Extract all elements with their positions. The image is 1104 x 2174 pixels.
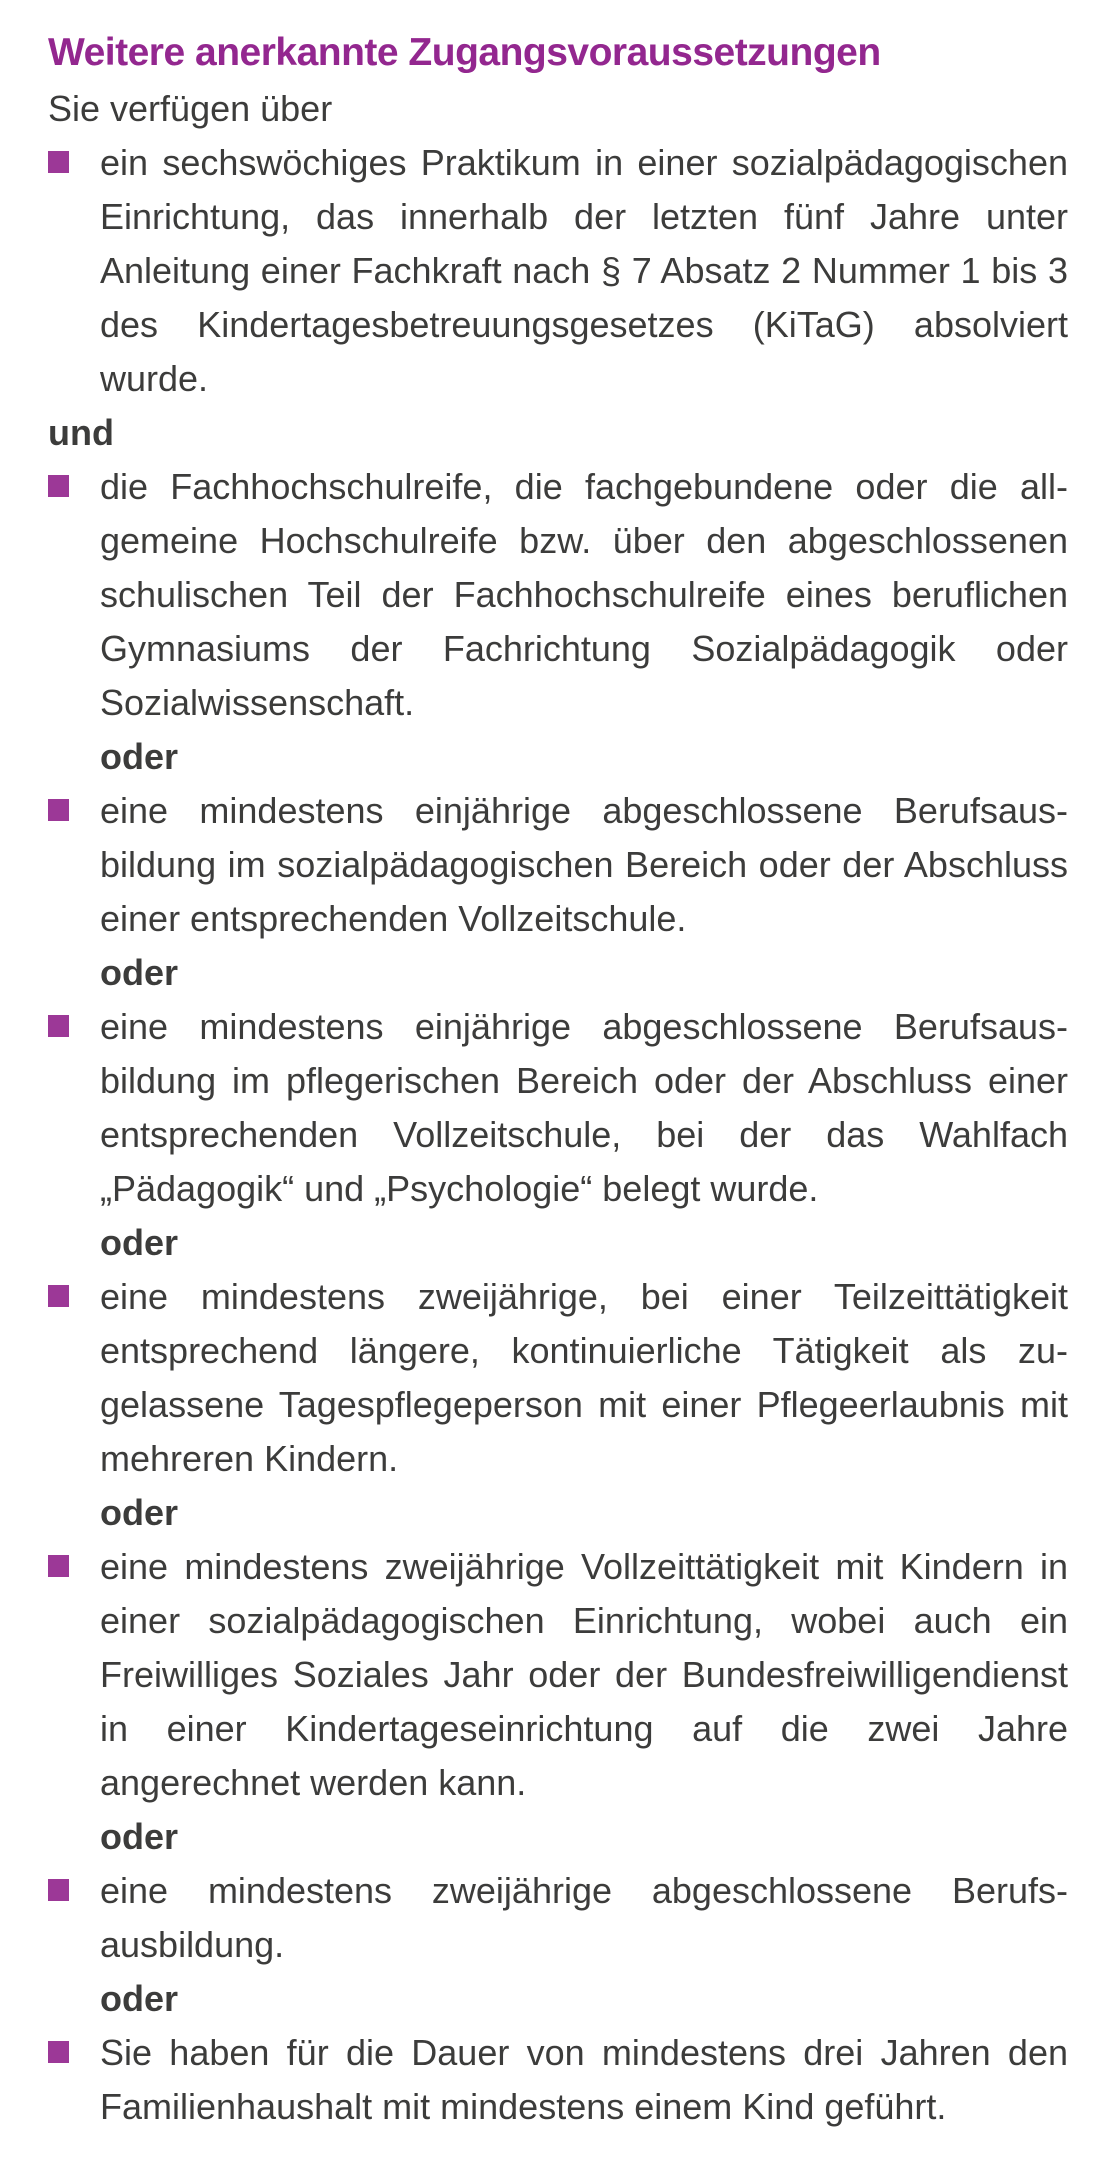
- list-item-text: eine mindestens einjährige abgeschlossene Berufsausbildung im sozialpädagogischen Bereich oder der Abschluss einer entsprechenden Vollzeitschule.: [100, 790, 1068, 939]
- list-item: [48, 1540, 1068, 1810]
- list-item: [48, 1864, 1068, 1972]
- list-item-text: eine mindestens zweijährige, bei einer Teilzeittätigkeit entsprechend längere, kontinuierliche Tätigkeit als zugelassene Tagespflegeperson mit einer Pflegeerlaubnis mit mehreren Kindern.: [100, 1276, 1068, 1479]
- list-item: [48, 136, 1068, 406]
- list-item-text: Sie haben für die Dauer von mindestens drei Jahren den Familienhaushalt mit mindestens einem Kind geführt.: [100, 2032, 1068, 2127]
- intro-text: Sie verfügen über: [48, 88, 333, 129]
- list-item: [48, 1000, 1068, 1216]
- bullet-square-icon: [48, 1285, 69, 1307]
- list-item: [48, 2026, 1068, 2134]
- list-item: [48, 784, 1068, 946]
- requirements-list: [48, 136, 1068, 2134]
- list-item-text: eine mindestens zweijährige abgeschlossene Berufsausbildung.: [100, 1870, 1068, 1965]
- bullet-square-icon: [48, 1015, 69, 1037]
- connector-oder: oder: [100, 1978, 179, 2019]
- bullet-square-icon: [48, 475, 69, 497]
- list-item: [48, 460, 1068, 730]
- connector-oder: oder: [100, 1222, 179, 1263]
- list-item-text: eine mindestens einjährige abgeschlossene Berufsausbildung im pflegerischen Bereich oder der Abschluss einer entsprechenden Vollzeitschule, bei der das Wahlfach „Pädagogik“ und „Psychologie“ belegt wurde.: [100, 1006, 1068, 1209]
- connector-oder: oder: [100, 1492, 179, 1533]
- connector-und: und: [48, 412, 114, 453]
- connector-oder: oder: [100, 736, 179, 777]
- list-item-text: ein sechswöchiges Praktikum in einer sozialpädagogischen Einrichtung, das innerhalb der letzten fünf Jahre unter Anleitung einer Fachkraft nach § 7 Absatz 2 Nummer 1 bis 3 des Kindertagesbetreuungsgesetzes (KiTaG) absolviert wurde.: [100, 142, 1068, 399]
- bullet-square-icon: [48, 1879, 69, 1901]
- bullet-square-icon: [48, 2041, 69, 2063]
- list-item-text: die Fachhochschulreife, die fachgebundene oder die allgemeine Hochschulreife bzw. über den abgeschlossenen schulischen Teil der Fachhochschulreife eines beruflichen Gymnasiums der Fachrichtung Sozialpädagogik oder Sozialwissenschaft.: [100, 466, 1068, 723]
- page-title: Weitere anerkannte Zugangsvoraussetzungen: [48, 31, 881, 74]
- list-item-text: eine mindestens zweijährige Vollzeittätigkeit mit Kindern in einer sozialpädagogischen Einrichtung, wobei auch ein Freiwilliges Soziales Jahr oder der Bundesfreiwilligendienst in einer Kindertageseinrichtung auf die zwei Jahre angerechnet werden kann.: [100, 1546, 1068, 1803]
- bullet-square-icon: [48, 1555, 69, 1577]
- list-item: [48, 1270, 1068, 1486]
- bullet-square-icon: [48, 151, 69, 173]
- connector-oder: oder: [100, 1816, 179, 1857]
- bullet-square-icon: [48, 799, 69, 821]
- connector-oder: oder: [100, 952, 179, 993]
